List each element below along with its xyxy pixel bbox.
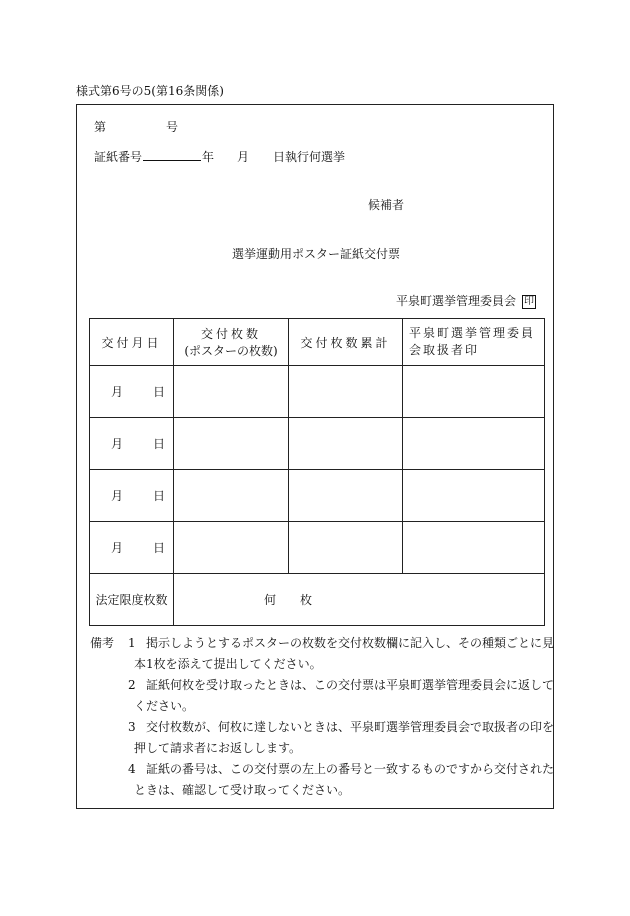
note-number: 2: [128, 678, 136, 692]
count-cell[interactable]: [174, 418, 289, 470]
date-cell: [90, 418, 174, 470]
day-unit: 日: [152, 489, 165, 503]
committee-line: [396, 292, 536, 309]
officer-seal-cell[interactable]: [403, 418, 545, 470]
note-text-cont: ときは、確認して受け取ってください。: [134, 783, 351, 797]
day-unit: 日: [152, 541, 165, 555]
number-suffix: 号: [166, 120, 179, 134]
officer-seal-cell[interactable]: [403, 366, 545, 418]
notes-heading: 備考: [90, 636, 115, 650]
note-number: 4: [128, 762, 136, 776]
form-title: 選挙運動用ポスター証紙交付票: [232, 247, 401, 261]
table-row: [90, 366, 545, 418]
year-label: 年: [202, 150, 215, 164]
header-count-line2: (ポスターの枚数): [184, 344, 278, 358]
cumulative-cell[interactable]: [289, 418, 403, 470]
officer-seal-cell[interactable]: [403, 522, 545, 574]
table-header-row: [90, 319, 545, 366]
issuance-table: [89, 318, 545, 626]
stamp-number-label: 証紙番号: [94, 150, 143, 164]
table-row: [90, 470, 545, 522]
stamp-number-blank: [143, 149, 201, 161]
note-text-cont: ください。: [134, 699, 195, 713]
table-row: [90, 418, 545, 470]
form-reference: 様式第6号の5(第16条関係): [76, 84, 224, 98]
officer-seal-cell[interactable]: [403, 470, 545, 522]
header-cumulative: 交付枚数累計: [289, 319, 403, 366]
date-cell: [90, 522, 174, 574]
note-text-cont: 本1枚を添えて提出してください。: [134, 657, 322, 671]
count-cell[interactable]: [174, 522, 289, 574]
seal-mark: 印: [524, 295, 535, 307]
day-election-label: 日執行何選挙: [273, 150, 346, 164]
month-unit: 月: [110, 489, 123, 503]
cumulative-cell[interactable]: [289, 522, 403, 574]
header-officer: [403, 319, 545, 366]
date-cell: [90, 366, 174, 418]
day-unit: 日: [152, 437, 165, 451]
day-unit: 日: [152, 385, 165, 399]
note-text: 証紙何枚を受け取ったときは、この交付票は平泉町選挙管理委員会に返して: [146, 678, 555, 692]
date-cell: [90, 470, 174, 522]
note-number: 3: [128, 720, 136, 734]
committee-name: 平泉町選挙管理委員会: [396, 294, 517, 308]
count-cell[interactable]: [174, 470, 289, 522]
candidate-label: 候補者: [368, 198, 405, 212]
note-text-cont: 押して請求者にお返しします。: [134, 741, 302, 755]
table-row: [90, 522, 545, 574]
limit-value: 何 枚: [174, 574, 545, 626]
month-label: 月: [237, 150, 250, 164]
stamp-number-line: [94, 148, 214, 165]
note-text: 掲示しようとするポスターの枚数を交付枚数欄に記入し、その種類ごとに見: [146, 636, 555, 650]
note-text: 交付枚数が、何枚に達しないときは、平泉町選挙管理委員会で取扱者の印を: [146, 720, 555, 734]
header-officer-line1: 平泉町選挙管理委員: [409, 326, 536, 340]
note-text: 証紙の番号は、この交付票の左上の番号と一致するものですから交付された: [146, 762, 555, 776]
number-prefix: 第: [94, 120, 107, 134]
header-date: 交付月日: [90, 319, 174, 366]
header-officer-line2: 会取扱者印: [409, 343, 480, 357]
month-unit: 月: [110, 541, 123, 555]
limit-label: 法定限度枚数: [90, 574, 174, 626]
month-unit: 月: [110, 437, 123, 451]
note-number: 1: [128, 636, 136, 650]
header-count-line1: 交付枚数: [200, 327, 261, 341]
cumulative-cell[interactable]: [289, 366, 403, 418]
header-count: [174, 319, 289, 366]
cumulative-cell[interactable]: [289, 470, 403, 522]
count-cell[interactable]: [174, 366, 289, 418]
limit-row: [90, 574, 545, 626]
month-unit: 月: [110, 385, 123, 399]
